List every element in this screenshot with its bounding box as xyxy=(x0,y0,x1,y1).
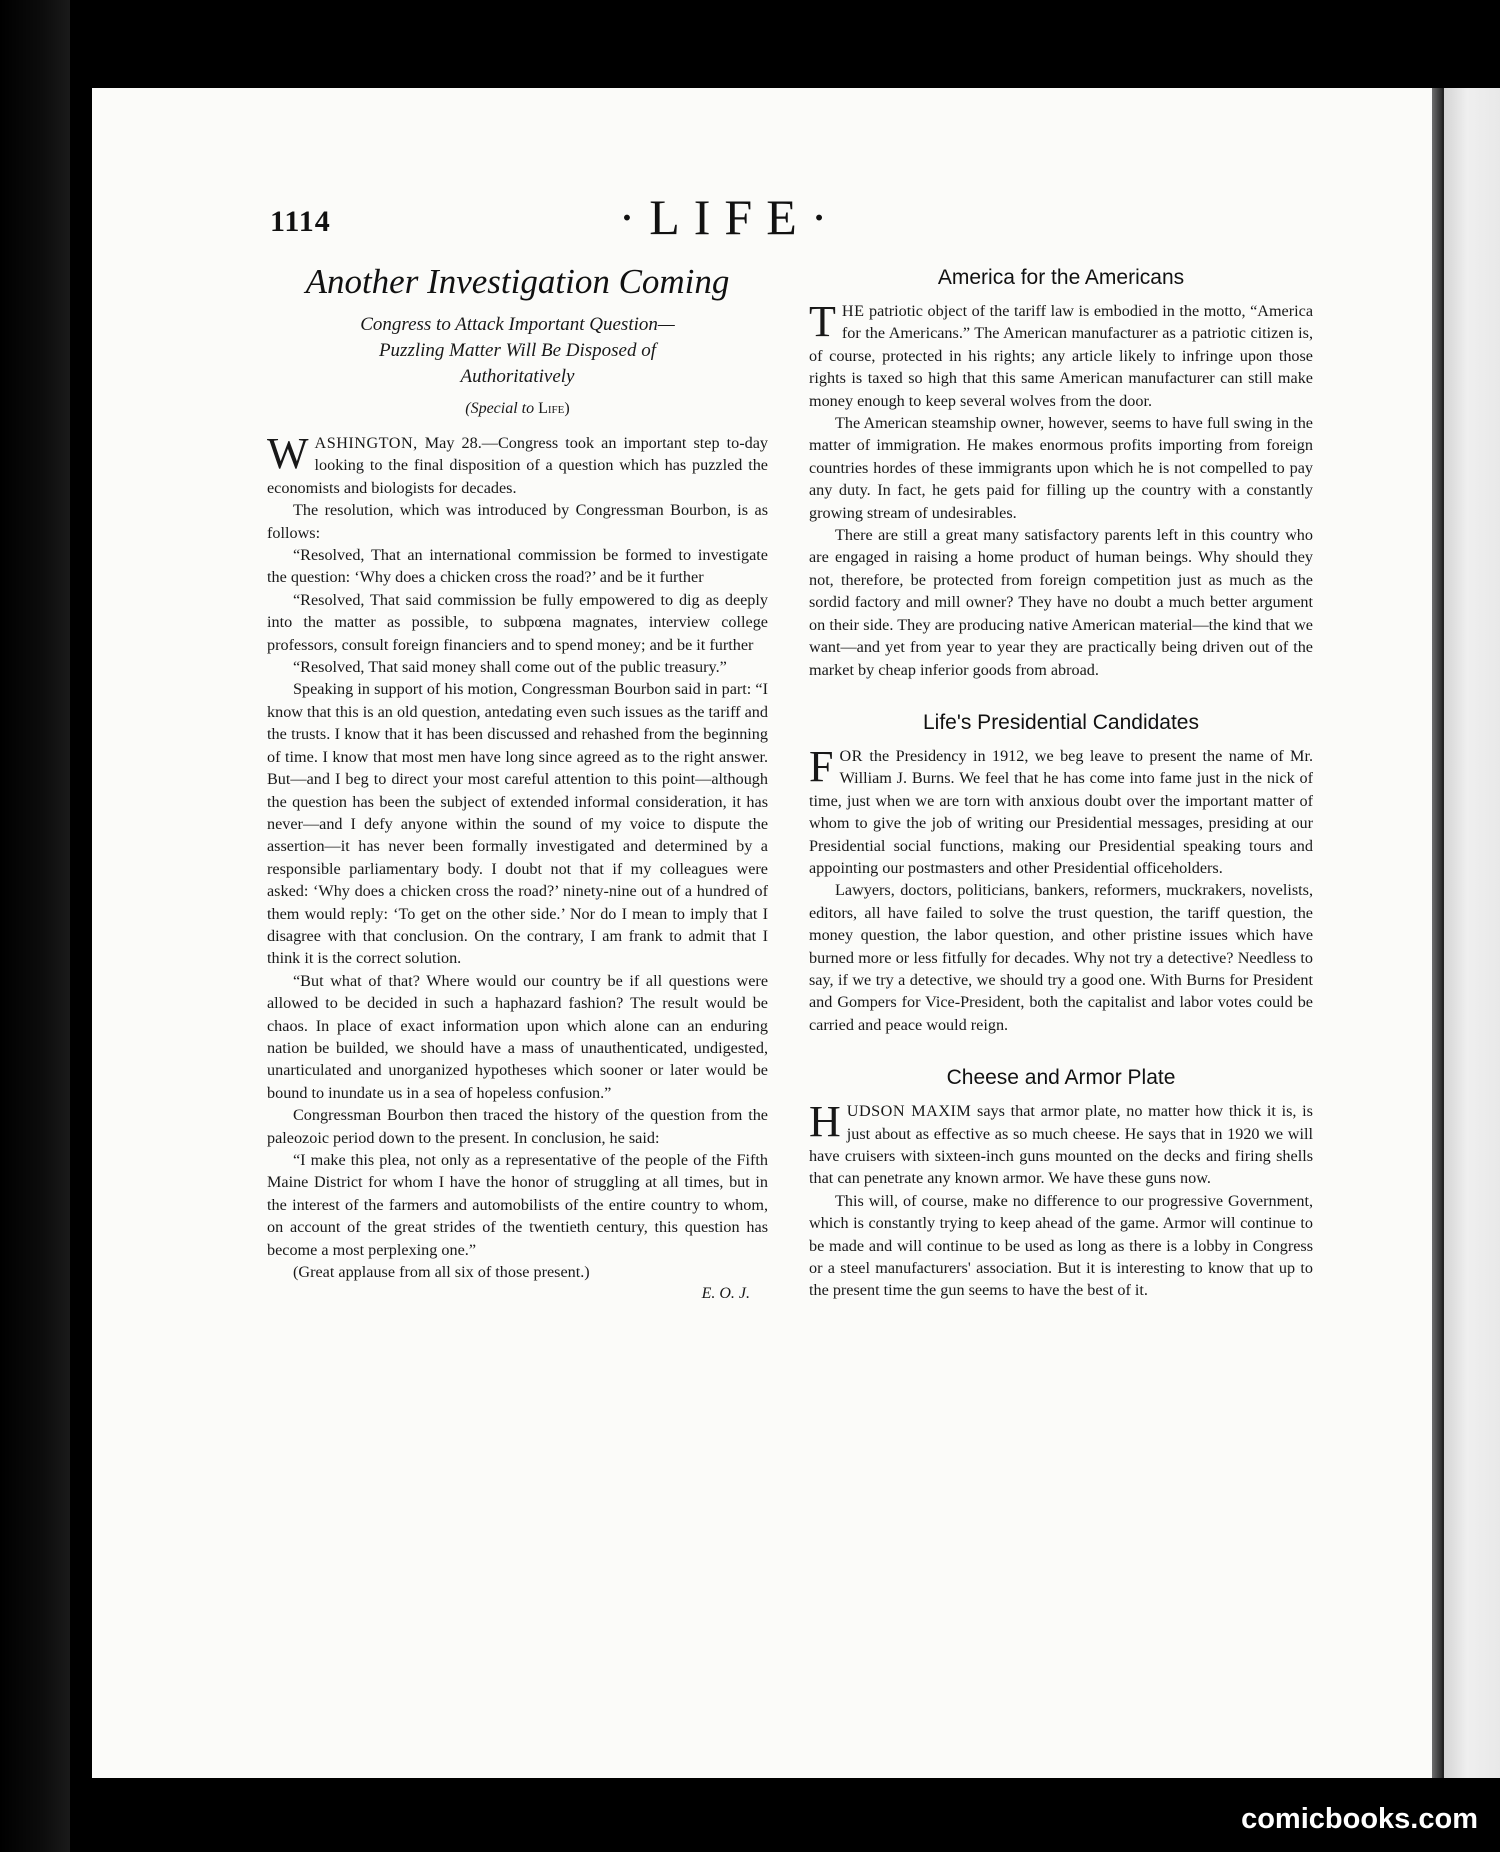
body-paragraph: This will, of course, make no difference to our progressive Government, which is constantly trying to keep ahead of the game. Armor will continue to be made and will continue to be used as long as there is a lobby in Congress or a steel manufacturers' association. But it is interesting to know that up to the present time the gun seems to have the best of it. xyxy=(809,1191,1313,1300)
lead-text: patriotic object of the tariff law is embodied in the motto, “America for the Americans.” The American manufacturer as a patriotic citizen is, of course, protected in his rights; any article likely to infringe upon those rights is taxed so high that this same American manufacturer can still make money enough to keep several wolves from the door. xyxy=(809,302,1313,410)
body-paragraph: Speaking in support of his motion, Congressman Bourbon said in part: “I know that this is an old question, antedating even such issues as the tariff and the trusts. I know that it has been discussed and rehashed from the beginning of time. I know that most men have long since agreed as to the right answer. But—and I beg to direct your most careful attention to this point—although the question has been the subject of extended informal consideration, it has never—and I defy anyone within the sound of my voice to dispute the assertion—it has never been formally investigated and determined by a responsible parliamentary body. I doubt not that if my colleagues were asked: ‘Why does a chicken cross the road?’ ninety-nine out of a hundred of them would reply: ‘To get on the other side.’ Nor do I mean to imply that I disagree with that conclusion. On the contrary, I am frank to admit that I think it is the correct solution. xyxy=(267,680,768,968)
drop-cap: W xyxy=(267,429,309,478)
binding-shadow xyxy=(0,0,70,1852)
next-page-edge xyxy=(1442,88,1500,1778)
body-paragraph: “Resolved, That an international commission be formed to investigate the question: ‘Why does a chicken cross the road?’ and be it further xyxy=(267,546,768,587)
section-headline: Life's Presidential Candidates xyxy=(922,710,1199,734)
body-paragraph: There are still a great many satisfactory parents left in this country who are engaged in raising a home product of human beings. Why should they not, therefore, be protected from foreign competition just as much as the sordid factory and mill owner? They have no doubt a much better argument on their side. They are producing native American material—the kind that we want—and yet from year to year they are practically being driven out of the market by cheap inferior goods from abroad. xyxy=(809,526,1313,679)
author-signature: E. O. J. xyxy=(701,1285,750,1303)
body-paragraph: “I make this plea, not only as a representative of the people of the Fifth Maine District for whom I have the honor of struggling at all times, but in the interest of the farmers and automobilists of the entire country to whom, on account of the great strides of the twentieth century, this question has become a most perplexing one.” xyxy=(267,1151,768,1259)
article-headline: Another Investigation Coming xyxy=(305,262,730,301)
lead-paragraph xyxy=(809,741,1313,879)
deck-line: Authoritatively xyxy=(460,366,575,387)
lead-text: says that armor plate, no matter how thick it is, is just about as effective as so much cheese. He says that in 1920 we will have cruisers with sixteen-inch guns mounted on the decks and firing shells that can penetrate any known armor. We have these guns now. xyxy=(809,1102,1313,1188)
section-gap xyxy=(809,1036,1313,1058)
lead-text: May 28.—Congress took an important step to-day looking to the final disposition of a question which has puzzled the economists and biologists for decades. xyxy=(267,434,768,497)
body-paragraph: Lawyers, doctors, politicians, bankers, reformers, muckrakers, novelists, editors, all have failed to solve the trust question, the tariff question, the money question, the labor question, and other pristine issues which have burned more or less fitfully for decades. Why not try a detective? Needless to say, if we try a detective, we should try a good one. With Burns for President and Gompers for Vice-President, both the capitalist and labor votes could be carried and peace would reign. xyxy=(809,881,1313,1034)
body-paragraph: “Resolved, That said commission be fully empowered to dig as deeply into the matter as possible, to subpœna magnates, interview college professors, consult foreign financiers and to spend money; and be it further xyxy=(267,590,768,654)
special-suffix: ) xyxy=(564,400,570,417)
site-watermark: comicbooks.com xyxy=(1241,1803,1478,1835)
lead-paragraph xyxy=(809,297,1313,412)
section-headline: America for the Americans xyxy=(937,266,1185,289)
drop-cap: H xyxy=(809,1097,841,1147)
special-prefix: (Special to xyxy=(465,400,539,417)
lead-caps: ASHINGTON, xyxy=(314,434,418,452)
body-paragraph: The American steamship owner, however, seems to have full swing in the matter of immigration. He makes enormous profits importing from foreign countries hordes of these immigrants upon which he is not compelled to pay any duty. In fact, he gets paid for filling up the country with a constantly growing stream of undesirables. xyxy=(809,414,1313,522)
special-life: Life xyxy=(538,400,565,417)
body-paragraph: The resolution, which was introduced by Congressman Bourbon, is as follows: xyxy=(267,501,768,542)
lead-paragraph xyxy=(809,1097,1313,1190)
body-paragraph: “But what of that? Where would our country be if all questions were allowed to be decided in such a haphazard fashion? The result would be chaos. In place of exact information upon which alone can an enduring nation be builded, we should have a mass of unauthenticated, undigested, unarticulated and unorganized hypotheses which sooner or later would be bound to inundate us in a sea of hopeless confusion.” xyxy=(267,971,768,1102)
lead-caps: OR xyxy=(839,746,863,765)
drop-cap: T xyxy=(809,297,836,346)
body-paragraph: Congressman Bourbon then traced the history of the question from the paleozoic period down to the present. In conclusion, he said: xyxy=(267,1106,768,1147)
masthead: ·LIFE· xyxy=(618,189,842,245)
deck-line: Puzzling Matter Will Be Disposed of xyxy=(378,340,657,361)
page-number: 1114 xyxy=(270,205,331,238)
body-paragraph: (Great applause from all six of those present.) xyxy=(293,1263,590,1282)
deck-line: Congress to Attack Important Question— xyxy=(360,314,675,335)
drop-cap: F xyxy=(809,741,834,791)
lead-caps: HE xyxy=(841,302,865,320)
special-credit xyxy=(267,400,768,418)
page-edge xyxy=(1432,88,1442,1778)
lead-text: the Presidency in 1912, we beg leave to present the name of Mr. William J. Burns. We feel that he has come into fame just in the nick of time, just when we are torn with anxious doubt over the important matter of whom to give the job of writing our Presidential messages, presiding at our Presidential social functions, making our Presidential speaking tours and appointing our postmasters and other Presidential officeholders. xyxy=(809,746,1313,877)
section-gap xyxy=(809,681,1313,703)
lead-caps: UDSON MAXIM xyxy=(846,1102,972,1121)
article-deck xyxy=(267,312,768,390)
body-paragraph: “Resolved, That said money shall come out of the public treasury.” xyxy=(293,658,727,677)
right-column xyxy=(809,258,1313,1302)
left-column xyxy=(267,258,768,1305)
lead-paragraph xyxy=(267,429,768,499)
section-headline: Cheese and Armor Plate xyxy=(946,1066,1176,1090)
